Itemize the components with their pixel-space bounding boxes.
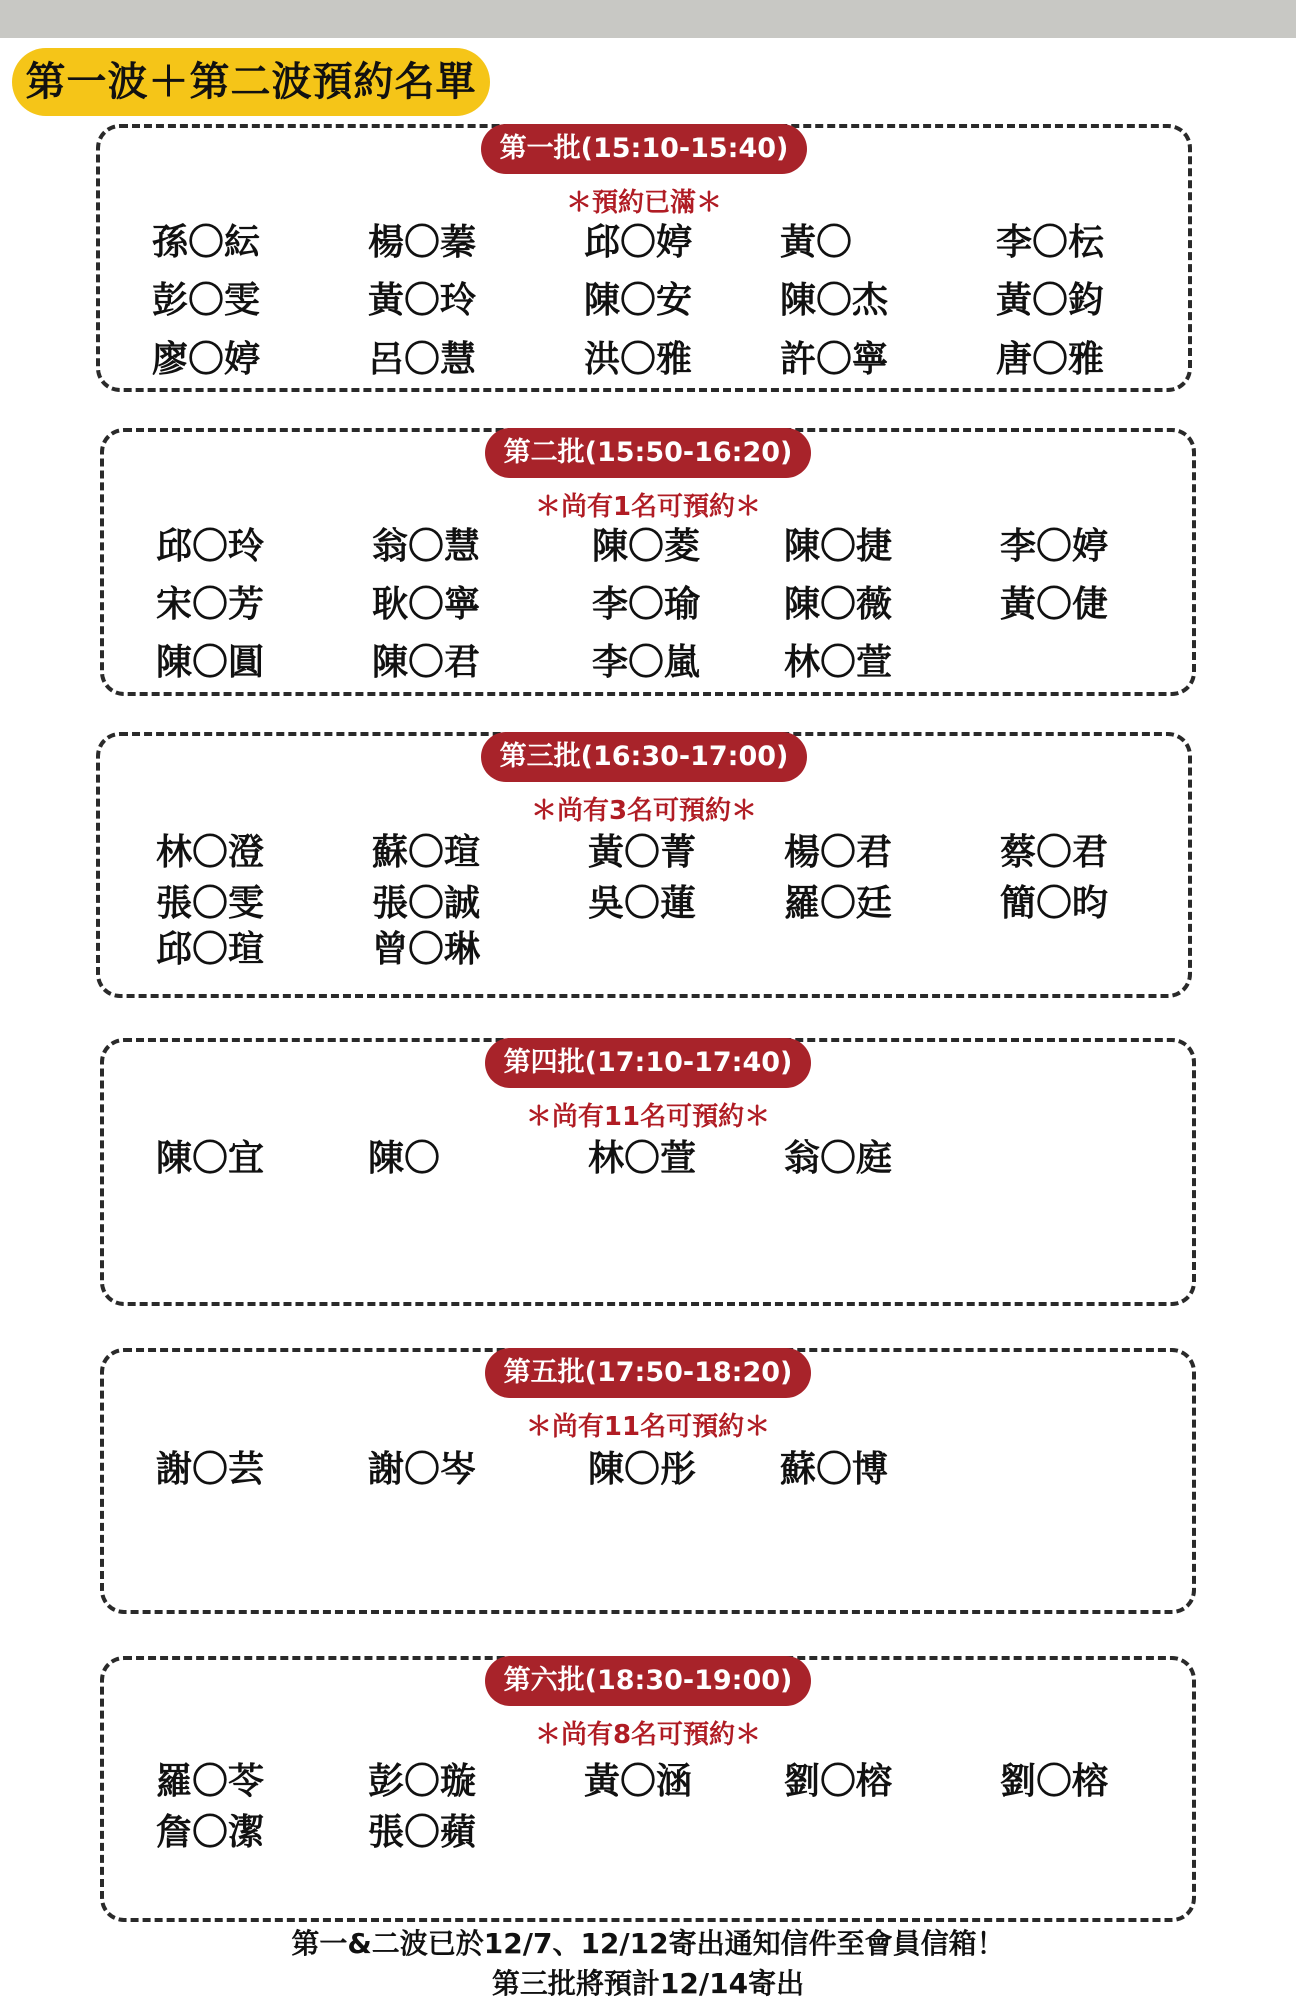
- reservation-name: 陳〇捷: [784, 526, 893, 567]
- reservation-name: 唐〇雅: [996, 339, 1105, 380]
- page-title: 第一波＋第二波預約名單: [12, 48, 490, 116]
- reservation-name: 孫〇紜: [152, 222, 261, 263]
- batch-availability-status: ＊預約已滿＊: [565, 188, 723, 218]
- reservation-name: 邱〇瑄: [156, 929, 265, 970]
- reservation-name: 陳〇菱: [592, 526, 701, 567]
- reservation-name: 張〇誠: [372, 883, 481, 924]
- reservation-name: 陳〇安: [584, 280, 693, 321]
- reservation-name: 張〇雯: [156, 883, 265, 924]
- reservation-name: 洪〇雅: [584, 339, 693, 380]
- reservation-name: 楊〇君: [784, 832, 893, 873]
- batch-time-label: 第四批(17:10-17:40): [485, 1038, 811, 1088]
- batch-time-label: 第三批(16:30-17:00): [481, 732, 807, 782]
- reservation-name: 劉〇榕: [784, 1761, 893, 1802]
- reservation-name: 黃〇鈞: [996, 280, 1105, 321]
- reservation-name: 吳〇蓮: [588, 883, 697, 924]
- reservation-name: 林〇萱: [588, 1138, 697, 1179]
- top-bar: [0, 0, 1296, 38]
- reservation-name: 彭〇雯: [152, 280, 261, 321]
- reservation-name: 陳〇君: [372, 642, 481, 683]
- reservation-name: 蘇〇瑄: [372, 832, 481, 873]
- reservation-name: 羅〇苓: [156, 1761, 265, 1802]
- reservation-name: 陳〇彤: [588, 1449, 697, 1490]
- reservation-name: 陳〇圓: [156, 642, 265, 683]
- reservation-name: 黃〇玲: [368, 280, 477, 321]
- reservation-name: 黃〇菁: [588, 832, 697, 873]
- reservation-name: 呂〇慧: [368, 339, 477, 380]
- reservation-name: 林〇萱: [784, 642, 893, 683]
- batch-availability-status: ＊尚有11名可預約＊: [525, 1102, 771, 1132]
- batch-1-box: [96, 124, 1192, 392]
- reservation-name: 羅〇廷: [784, 883, 893, 924]
- batch-time-label: 第六批(18:30-19:00): [485, 1656, 811, 1706]
- reservation-name: 李〇瑜: [592, 584, 701, 625]
- reservation-name: 謝〇芸: [156, 1449, 265, 1490]
- reservation-name: 耿〇寧: [372, 584, 481, 625]
- reservation-name: 宋〇芳: [156, 584, 265, 625]
- reservation-name: 翁〇慧: [372, 526, 481, 567]
- footer-notice-line2: 第三批將預計12/14寄出: [491, 1967, 805, 2000]
- reservation-name: 蔡〇君: [1000, 832, 1109, 873]
- reservation-name: 陳〇杰: [780, 280, 889, 321]
- reservation-name: 黃〇涵: [584, 1761, 693, 1802]
- batch-availability-status: ＊尚有8名可預約＊: [534, 1720, 762, 1750]
- reservation-name: 彭〇璇: [368, 1761, 477, 1802]
- reservation-name: 陳〇: [368, 1138, 441, 1179]
- reservation-name: 黃〇: [780, 222, 853, 263]
- batch-2-box: [100, 428, 1196, 696]
- reservation-name: 許〇寧: [780, 339, 889, 380]
- reservation-name: 曾〇琳: [372, 929, 481, 970]
- batch-4-box: [100, 1038, 1196, 1306]
- batch-time-label: 第一批(15:10-15:40): [481, 124, 807, 174]
- batch-5-box: [100, 1348, 1196, 1614]
- reservation-name: 黃〇倢: [1000, 584, 1109, 625]
- reservation-name: 詹〇潔: [156, 1812, 265, 1853]
- reservation-name: 李〇枟: [996, 222, 1105, 263]
- reservation-name: 簡〇昀: [1000, 883, 1109, 924]
- footer-notice-line1: 第一&二波已於12/7、12/12寄出通知信件至會員信箱！: [291, 1927, 1005, 1960]
- reservation-name: 翁〇庭: [784, 1138, 893, 1179]
- batch-3-box: [96, 732, 1192, 998]
- batch-time-label: 第二批(15:50-16:20): [485, 428, 811, 478]
- reservation-name: 李〇婷: [1000, 526, 1109, 567]
- reservation-name: 陳〇薇: [784, 584, 893, 625]
- reservation-name: 邱〇玲: [156, 526, 265, 567]
- reservation-name: 張〇蘋: [368, 1812, 477, 1853]
- reservation-name: 蘇〇博: [780, 1449, 889, 1490]
- batch-availability-status: ＊尚有3名可預約＊: [530, 796, 758, 826]
- reservation-name: 邱〇婷: [584, 222, 693, 263]
- reservation-name: 陳〇宜: [156, 1138, 265, 1179]
- batch-time-label: 第五批(17:50-18:20): [485, 1348, 811, 1398]
- batch-6-box: [100, 1656, 1196, 1922]
- batch-availability-status: ＊尚有11名可預約＊: [525, 1412, 771, 1442]
- reservation-name: 楊〇蓁: [368, 222, 477, 263]
- reservation-name: 李〇嵐: [592, 642, 701, 683]
- reservation-name: 林〇澄: [156, 832, 265, 873]
- reservation-name: 劉〇榕: [1000, 1761, 1109, 1802]
- batch-availability-status: ＊尚有1名可預約＊: [534, 492, 762, 522]
- reservation-name: 廖〇婷: [152, 339, 261, 380]
- reservation-name: 謝〇岑: [368, 1449, 477, 1490]
